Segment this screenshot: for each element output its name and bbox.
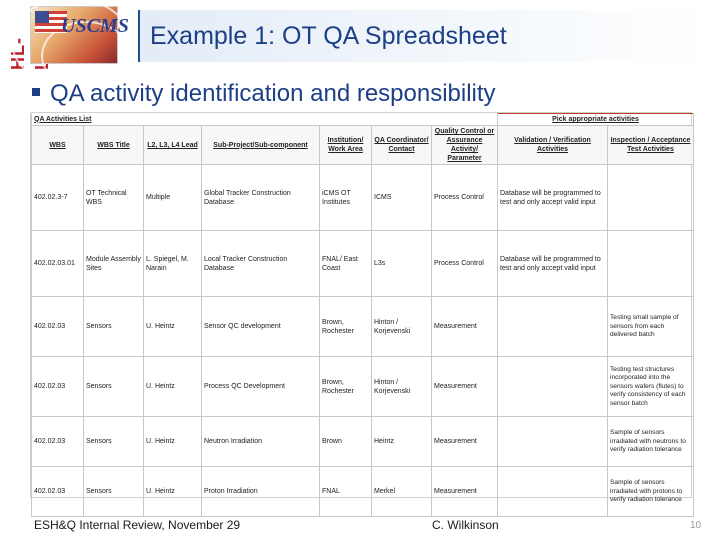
table-cell bbox=[498, 357, 608, 417]
column-header: Institution/ Work Area bbox=[320, 126, 372, 165]
column-header: Validation / Verification Activities bbox=[498, 126, 608, 165]
table-cell: Hinton / Korjevenski bbox=[372, 297, 432, 357]
table-cell: L3s bbox=[372, 231, 432, 297]
table-cell: Measurement bbox=[432, 467, 498, 517]
table-cell: Measurement bbox=[432, 417, 498, 467]
qa-activities-table bbox=[31, 113, 694, 517]
table-cell: U. Heintz bbox=[144, 417, 202, 467]
table-cell: 402.02.03 bbox=[32, 417, 84, 467]
table-cell: Testing test structures incorporated into the sensors wafers (flutes) to verify consistency of each sensor batch bbox=[608, 357, 694, 417]
table-cell: Proton Irradiation bbox=[202, 467, 320, 517]
table-cell: Sample of sensors irradiated with protons to verify radiation tolerance bbox=[608, 467, 694, 517]
table-row bbox=[32, 165, 694, 231]
table-cell: OT Technical WBS bbox=[84, 165, 144, 231]
table-row bbox=[32, 297, 694, 357]
table-cell: Hinton / Korjevenski bbox=[372, 357, 432, 417]
band-right-label: Pick appropriate activities bbox=[498, 114, 694, 126]
table-cell bbox=[608, 231, 694, 297]
hl-lhc-logo-text: HL-L bbox=[8, 37, 52, 70]
table-cell: ICMS bbox=[372, 165, 432, 231]
column-header: Sub-Project/Sub-component bbox=[202, 126, 320, 165]
table-band-row bbox=[32, 114, 694, 126]
table-row bbox=[32, 357, 694, 417]
table-cell: Sensor QC development bbox=[202, 297, 320, 357]
table-cell: 402.02.03 bbox=[32, 357, 84, 417]
table-row bbox=[32, 467, 694, 517]
table-cell: L. Spiegel, M. Narain bbox=[144, 231, 202, 297]
table-cell: 402.02.3-7 bbox=[32, 165, 84, 231]
table-cell: Heintz bbox=[372, 417, 432, 467]
footer-author: C. Wilkinson bbox=[432, 518, 499, 532]
table-row bbox=[32, 231, 694, 297]
table-cell bbox=[498, 297, 608, 357]
table-cell: Sensors bbox=[84, 467, 144, 517]
table-cell: U. Heintz bbox=[144, 357, 202, 417]
bullet-text: QA activity identification and responsibility bbox=[50, 80, 496, 107]
table-cell: Merkel bbox=[372, 467, 432, 517]
table-cell: Local Tracker Construction Database bbox=[202, 231, 320, 297]
table-cell: 402.02.03.01 bbox=[32, 231, 84, 297]
bullet-square-icon bbox=[32, 88, 40, 96]
column-header: QA Coordinator/ Contact bbox=[372, 126, 432, 165]
table-cell: Sensors bbox=[84, 357, 144, 417]
table-cell: Measurement bbox=[432, 357, 498, 417]
table-cell: Brown bbox=[320, 417, 372, 467]
table-cell: Neutron Irradiation bbox=[202, 417, 320, 467]
column-header: L2, L3, L4 Lead bbox=[144, 126, 202, 165]
uscms-logo bbox=[30, 6, 129, 64]
table-cell: Module Assembly Sites bbox=[84, 231, 144, 297]
table-cell: Sensors bbox=[84, 417, 144, 467]
table-cell: Brown, Rochester bbox=[320, 357, 372, 417]
table-cell bbox=[498, 417, 608, 467]
page-number: 10 bbox=[690, 520, 702, 531]
table-cell: Process Control bbox=[432, 165, 498, 231]
table-cell: 402.02.03 bbox=[32, 297, 84, 357]
qa-spreadsheet bbox=[30, 112, 692, 504]
column-header: Inspection / Acceptance Test Activities bbox=[608, 126, 694, 165]
table-cell: Process Control bbox=[432, 231, 498, 297]
table-cell: Measurement bbox=[432, 297, 498, 357]
table-row bbox=[32, 417, 694, 467]
table-cell: U. Heintz bbox=[144, 467, 202, 517]
footer-event: ESH&Q Internal Review, November 29 bbox=[34, 518, 241, 532]
column-header: WBS Title bbox=[84, 126, 144, 165]
table-cell: Testing small sample of sensors from each delivered batch bbox=[608, 297, 694, 357]
table-cell: Brown, Rochester bbox=[320, 297, 372, 357]
table-cell: U. Heintz bbox=[144, 297, 202, 357]
table-cell: FNAL/ East Coast bbox=[320, 231, 372, 297]
table-cell: Global Tracker Construction Database bbox=[202, 165, 320, 231]
table-cell bbox=[608, 165, 694, 231]
column-header: Quality Control or Assurance Activity/ Parameter bbox=[432, 126, 498, 165]
band-left-label: QA Activities List bbox=[32, 114, 498, 126]
table-cell: Multiple bbox=[144, 165, 202, 231]
table-cell bbox=[498, 467, 608, 517]
slide-title: Example 1: OT QA Spreadsheet bbox=[150, 22, 507, 50]
table-cell: Sensors bbox=[84, 297, 144, 357]
table-cell: FNAL bbox=[320, 467, 372, 517]
bullet-point bbox=[32, 80, 496, 108]
table-cell: 402.02.03 bbox=[32, 467, 84, 517]
table-cell: Database will be programmed to test and only accept valid input bbox=[498, 231, 608, 297]
title-bar bbox=[138, 10, 710, 62]
uscms-logo-text: USCMS bbox=[61, 15, 129, 37]
table-cell: Sample of sensors irradiated with neutrons to verify radiation tolerance bbox=[608, 417, 694, 467]
table-cell: iCMS OT Institutes bbox=[320, 165, 372, 231]
table-header-row bbox=[32, 126, 694, 165]
column-header: WBS bbox=[32, 126, 84, 165]
table-cell: Database will be programmed to test and only accept valid input bbox=[498, 165, 608, 231]
table-cell: Process QC Development bbox=[202, 357, 320, 417]
